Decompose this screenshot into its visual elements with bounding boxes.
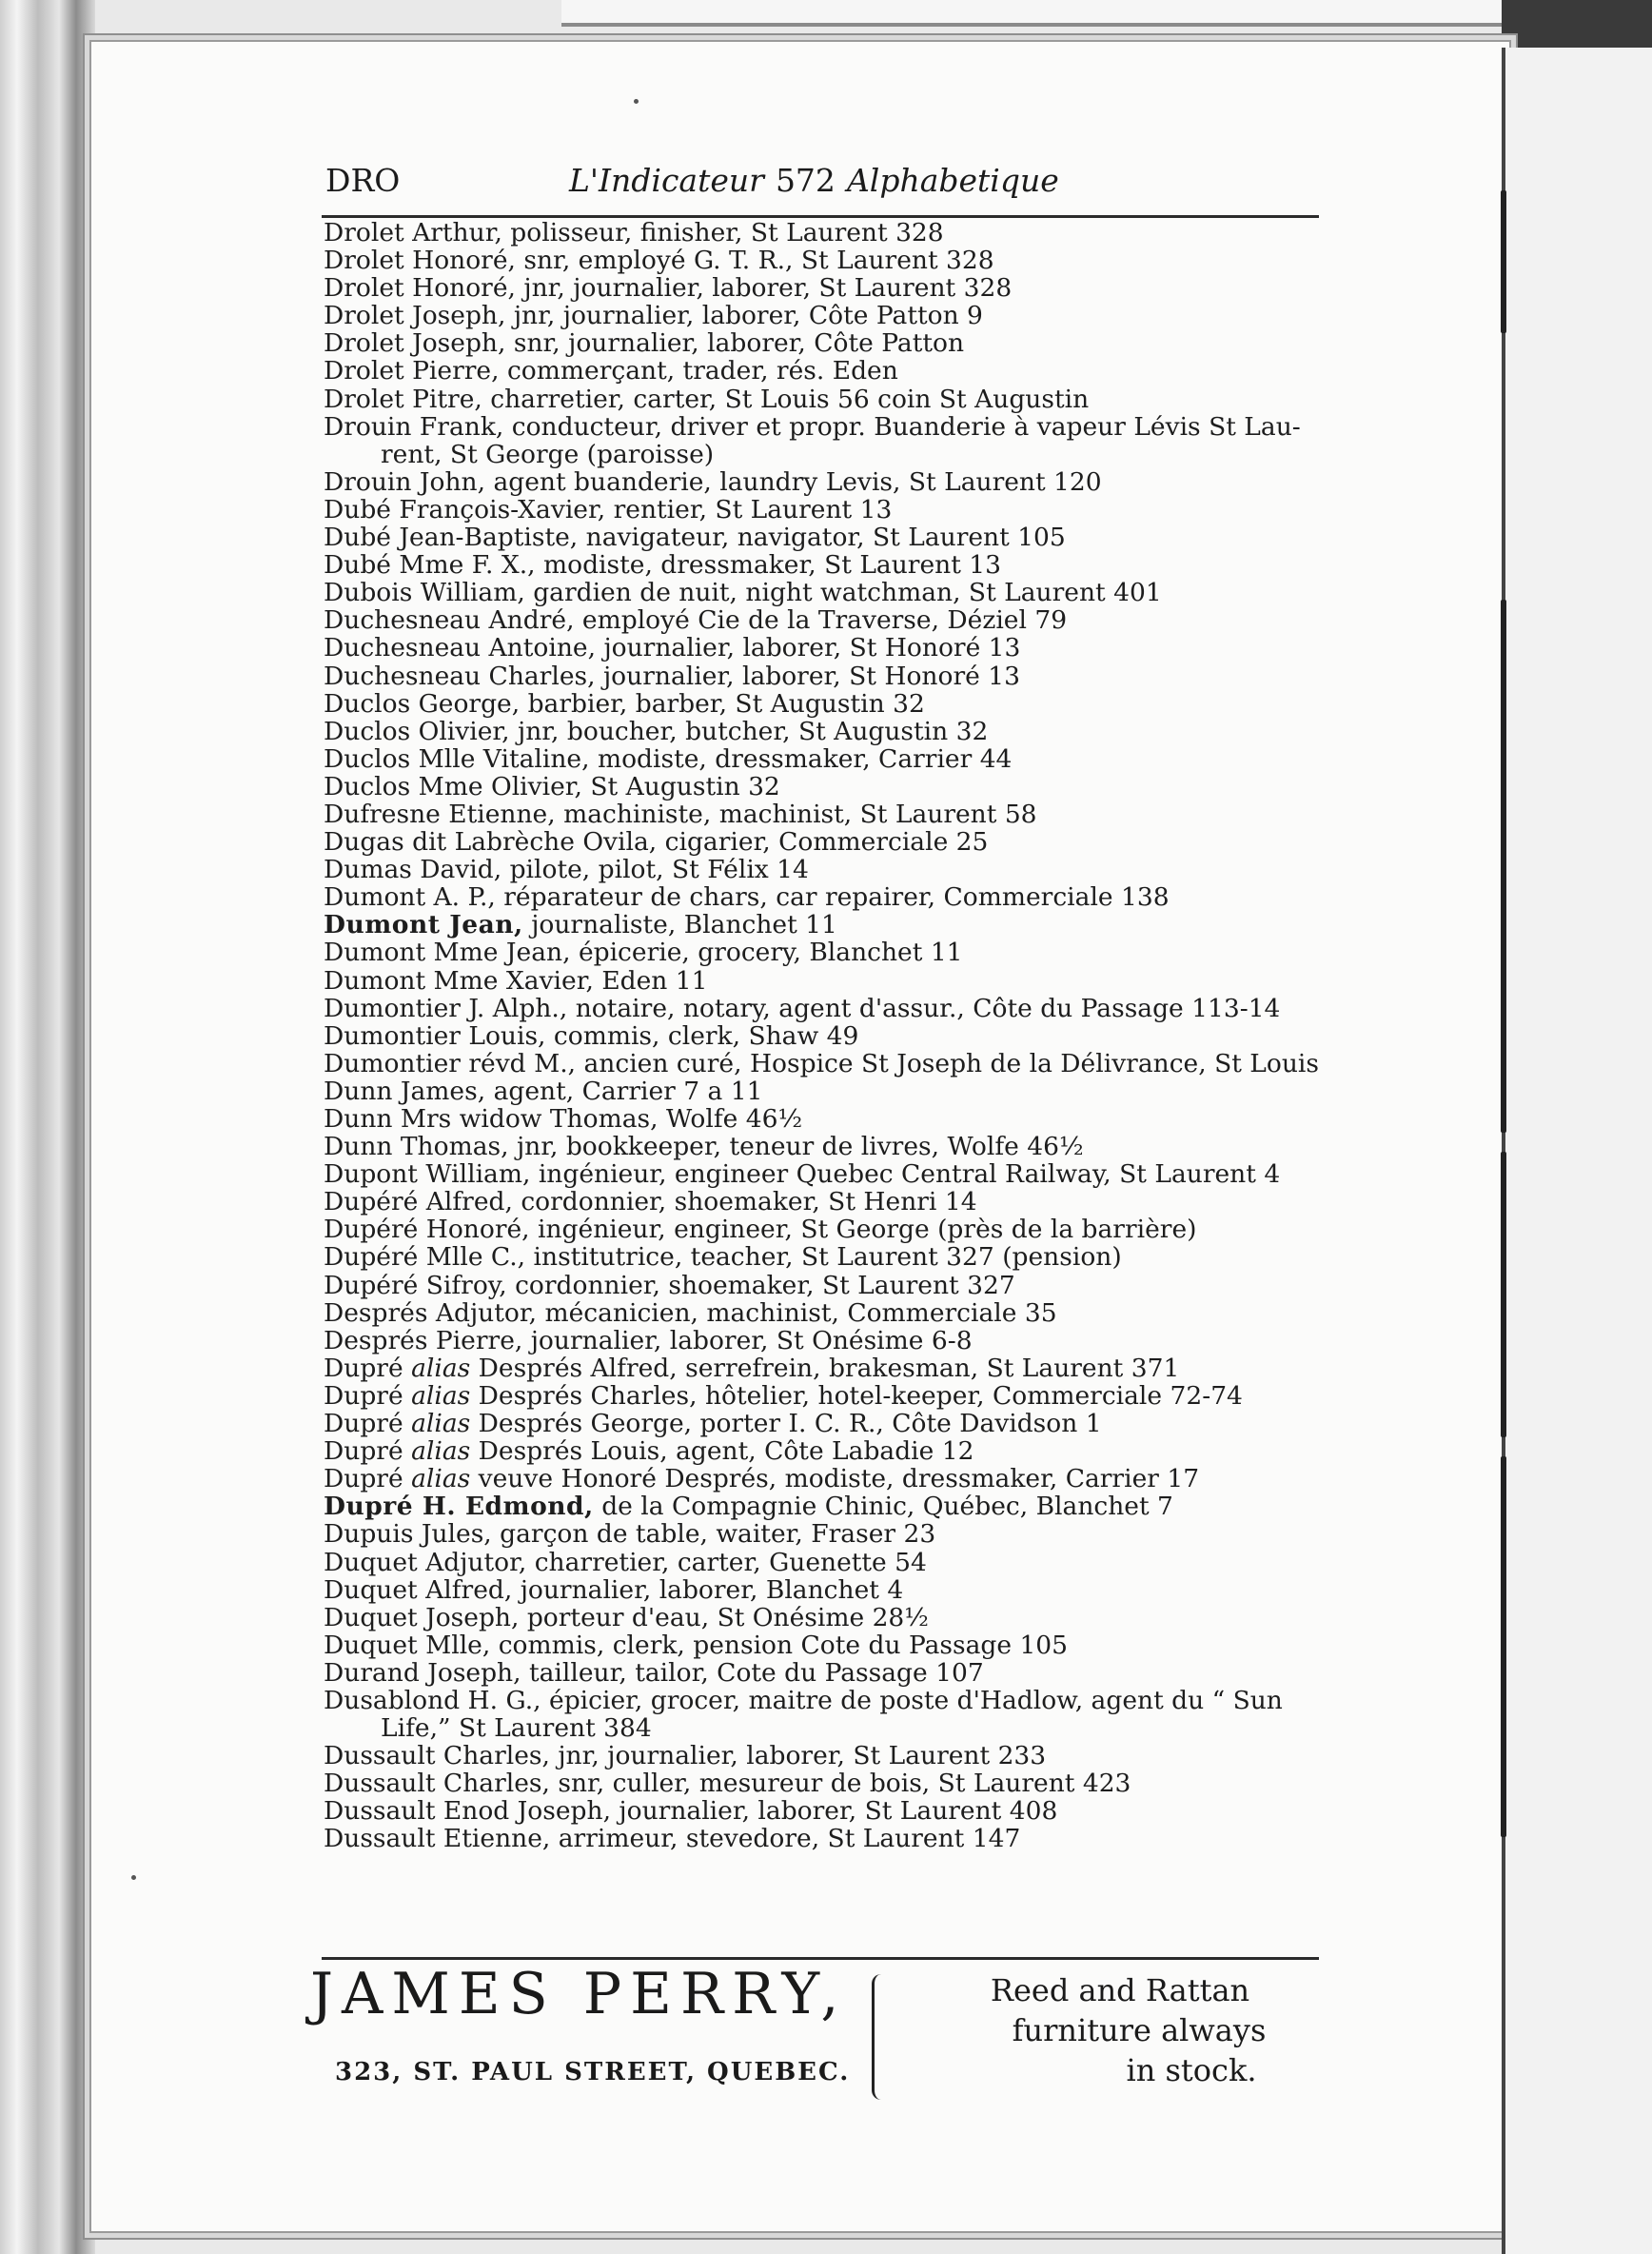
entry-name: Dussault Charles,	[324, 1741, 550, 1771]
entry-name: Dussault Etienne,	[324, 1824, 551, 1854]
directory-entry	[324, 911, 1332, 939]
entry-details: cigarier, Commerciale 25	[657, 827, 989, 858]
entry-details: journalier, laborer, St Honoré 13	[596, 633, 1021, 663]
entry-details: snr, journalier, laborer, Côte Patton	[505, 328, 965, 359]
directory-entry	[324, 856, 1332, 883]
entry-details: jnr, boucher, butcher, St Augustin 32	[509, 716, 989, 746]
entry-details: Després Alfred, serrefrein, brakesman, St Laurent 371	[470, 1353, 1180, 1383]
entry-details: agent buanderie, laundry Levis, St Laurent 120	[485, 466, 1102, 497]
entry-name: Dumas David,	[324, 855, 502, 885]
entry-details: cordonnier, shoemaker, St Laurent 327	[506, 1270, 1015, 1300]
directory-entry	[324, 302, 1332, 329]
entry-alias: alias	[411, 1353, 471, 1383]
entry-details: modiste, dressmaker, St Laurent 13	[535, 550, 1001, 581]
page-top-strip	[561, 0, 1504, 27]
directory-entry	[324, 1493, 1332, 1520]
entry-details: navigateur, navigator, St Laurent 105	[578, 523, 1066, 553]
entry-details: jnr, journalier, laborer, St Laurent 233	[549, 1741, 1047, 1771]
header-subtitle: Alphabetique	[846, 162, 1059, 199]
entry-name: Dupré	[324, 1353, 403, 1383]
adjacent-page-edge	[1502, 48, 1652, 2254]
page-number: 572	[775, 162, 836, 199]
entry-details: St Augustin 32	[581, 771, 780, 801]
entry-name: Duclos Mlle Vitaline,	[324, 743, 590, 774]
entry-name: Duclos George,	[324, 688, 521, 719]
entry-details: tailleur, tailor, Cote du Passage 107	[521, 1657, 984, 1688]
directory-entry	[324, 1520, 1332, 1548]
entry-details: épicerie, grocery, Blanchet 11	[570, 938, 963, 968]
entry-details: de la Compagnie Chinic, Québec, Blanchet 7	[593, 1492, 1173, 1522]
directory-entry	[324, 1659, 1332, 1687]
entry-details: snr, culler, mesureur de bois, St Laurent 423	[549, 1769, 1131, 1799]
entry-name: Drolet Honoré,	[324, 246, 516, 276]
entry-details: notaire, notary, agent d'assur., Côte du Passage 113-14	[567, 993, 1281, 1023]
directory-entry	[324, 773, 1332, 801]
entry-name: Duchesneau Antoine,	[324, 633, 597, 663]
directory-entry	[324, 1299, 1332, 1327]
entry-name: Drolet Pierre,	[324, 356, 500, 386]
directory-entry	[324, 496, 1332, 524]
entry-continuation: rent, St George (paroisse)	[381, 439, 715, 469]
entry-details: veuve Honoré Després, modiste, dressmaker, Carrier 17	[470, 1464, 1200, 1494]
directory-entry	[324, 1410, 1332, 1437]
directory-entry	[324, 1549, 1332, 1576]
directory-entry	[324, 1105, 1332, 1133]
entry-name: Duchesneau Charles,	[324, 661, 596, 691]
directory-entry	[324, 718, 1332, 745]
entry-details: jnr, journalier, laborer, St Laurent 328	[515, 273, 1013, 304]
entry-name: Drouin Frank,	[324, 411, 504, 442]
edge-mark	[1501, 1456, 1506, 1837]
entry-details: snr, employé G. T. R., St Laurent 328	[515, 246, 994, 276]
advertiser-name: JAMES PERRY,	[310, 1961, 848, 2027]
directory-entry	[324, 1631, 1332, 1659]
entry-details: porteur d'eau, St Onésime 28½	[519, 1602, 929, 1632]
ad-line-3: in stock.	[1126, 2052, 1257, 2088]
directory-entry	[324, 1687, 1332, 1742]
directory-entry	[324, 828, 1332, 856]
directory-entry	[324, 524, 1332, 551]
entry-name: Després Pierre,	[324, 1325, 523, 1355]
entry-details: Després George, porter I. C. R., Côte Davidson 1	[470, 1409, 1102, 1439]
entry-details: commis, clerk, Shaw 49	[545, 1020, 859, 1051]
entry-details: garçon de table, waiter, Fraser 23	[491, 1519, 936, 1550]
entry-name: Drolet Joseph,	[324, 328, 506, 359]
entry-name: Dufresne Etienne,	[324, 799, 556, 829]
entry-name: Dunn Mrs widow Thomas,	[324, 1104, 659, 1134]
entry-details: Eden 11	[593, 965, 708, 996]
entry-details: ingénieur, engineer, St George (près de la barrière)	[529, 1215, 1197, 1245]
ad-description	[896, 1970, 1344, 2090]
entry-name: Dupont William,	[324, 1159, 531, 1190]
directory-entry	[324, 1604, 1332, 1631]
entry-details: employé Cie de la Traverse, Déziel 79	[574, 605, 1068, 636]
entry-details: cordonnier, shoemaker, St Henri 14	[512, 1187, 977, 1217]
entry-alias: alias	[411, 1380, 471, 1411]
entry-details: commis, clerk, pension Cote du Passage 105	[490, 1630, 1069, 1660]
entry-details: réparateur de chars, car repairer, Commerciale 138	[495, 882, 1170, 913]
entry-details: journaliste, Blanchet 11	[522, 910, 837, 940]
entry-alias: alias	[411, 1436, 471, 1467]
entry-name: Dupré	[324, 1409, 403, 1439]
edge-mark	[1501, 1152, 1506, 1437]
directory-entry	[324, 995, 1332, 1022]
entry-name: Dumont A. P.,	[324, 882, 496, 913]
entry-details: barbier, barber, St Augustin 32	[520, 688, 925, 719]
directory-entry	[324, 468, 1332, 496]
directory-entry	[324, 1216, 1332, 1243]
directory-entry	[324, 1133, 1332, 1160]
directory-entry	[324, 1770, 1332, 1797]
directory-entry	[324, 606, 1332, 634]
entry-details: journalier, laborer, St Honoré 13	[595, 661, 1020, 691]
directory-entry	[324, 1022, 1332, 1050]
entry-details: agent, Carrier 7 a 11	[485, 1076, 763, 1106]
entry-details: modiste, dressmaker, Carrier 44	[589, 743, 1013, 774]
edge-mark	[1501, 600, 1506, 1133]
entry-details: machiniste, machinist, St Laurent 58	[555, 799, 1037, 829]
entry-name: Duclos Olivier,	[324, 716, 510, 746]
entry-name: Dupuis Jules,	[324, 1519, 492, 1550]
entry-name: Dunn James,	[324, 1076, 486, 1106]
entry-details: jnr, journalier, laborer, Côte Patton 9	[505, 301, 983, 331]
entry-alias: alias	[411, 1464, 471, 1494]
directory-entry	[324, 1797, 1332, 1825]
speck	[634, 99, 639, 104]
entry-name: Dumontier révd M.,	[324, 1048, 577, 1078]
header-title	[569, 162, 1059, 199]
entry-name: Duquet Mlle,	[324, 1630, 491, 1660]
directory-entry	[324, 883, 1332, 911]
directory-entry	[324, 1243, 1332, 1271]
directory-entry	[324, 634, 1332, 662]
entry-name: Dupré	[324, 1380, 403, 1411]
directory-entry	[324, 1327, 1332, 1354]
entry-name: Dumontier J. Alph.,	[324, 993, 568, 1023]
ad-line-1: Reed and Rattan	[990, 1972, 1250, 2008]
directory-entry	[324, 1354, 1332, 1382]
book-binding-edge	[0, 0, 95, 2254]
entry-name: Dubé Jean-Baptiste,	[324, 523, 579, 553]
entry-name: Drolet Honoré,	[324, 273, 516, 304]
entry-name: Duchesneau André,	[324, 605, 575, 636]
entry-name: Dupéré Mlle C.,	[324, 1242, 526, 1273]
ad-bracket	[872, 1974, 888, 2100]
entry-details: polisseur, finisher, St Laurent 328	[502, 218, 944, 247]
entry-details: épicier, grocer, maitre de poste d'Hadlow, agent du “ Sun	[541, 1685, 1283, 1715]
entry-name: Dumontier Louis,	[324, 1020, 546, 1051]
entry-details: institutrice, teacher, St Laurent 327 (pension)	[525, 1242, 1122, 1273]
edge-mark	[1501, 190, 1506, 333]
directory-entry	[324, 967, 1332, 995]
entry-name: Dupré	[324, 1464, 403, 1494]
header-title-text: L'Indicateur	[569, 162, 764, 199]
entry-name: Després Adjutor,	[324, 1297, 538, 1328]
entry-name: Drolet Joseph,	[324, 301, 506, 331]
entry-details: arrimeur, stevedore, St Laurent 147	[550, 1824, 1021, 1854]
entry-name: Drolet Pitre,	[324, 384, 482, 414]
directory-entry	[324, 274, 1332, 302]
directory-entry	[324, 939, 1332, 966]
entry-name: Dussault Charles,	[324, 1769, 550, 1799]
directory-entry	[324, 745, 1332, 773]
directory-entry	[324, 662, 1332, 690]
ad-line-2: furniture always	[1012, 2012, 1267, 2048]
directory-entry	[324, 219, 1332, 247]
entry-details: Després Louis, agent, Côte Labadie 12	[470, 1436, 974, 1467]
speck	[131, 1875, 136, 1880]
entry-details: Wolfe 46½	[658, 1104, 803, 1134]
directory-entry	[324, 1382, 1332, 1410]
entry-name: Duquet Joseph,	[324, 1602, 520, 1632]
entry-details: journalier, laborer, St Laurent 408	[611, 1796, 1058, 1827]
entry-name: Dubé François-Xavier,	[324, 494, 606, 524]
entry-details: ancien curé, Hospice St Joseph de la Délivrance, St Louis	[576, 1048, 1319, 1078]
directory-entry	[324, 1465, 1332, 1493]
entry-details: journalier, laborer, St Onésime 6-8	[522, 1325, 973, 1355]
directory-entry	[324, 1188, 1332, 1216]
directory-entries	[324, 219, 1332, 1853]
entry-details: rentier, St Laurent 13	[605, 494, 893, 524]
entry-name: Dumont Jean,	[324, 910, 523, 940]
directory-entry	[324, 1437, 1332, 1465]
entry-details: charretier, carter, Guenette 54	[526, 1547, 927, 1577]
running-head	[322, 162, 1321, 208]
directory-entry	[324, 1576, 1332, 1604]
entry-details: commerçant, trader, rés. Eden	[499, 356, 898, 386]
directory-entry	[324, 386, 1332, 413]
directory-entry	[324, 1272, 1332, 1299]
directory-entry	[324, 801, 1332, 828]
entry-name: Durand Joseph,	[324, 1657, 521, 1688]
directory-entry	[324, 357, 1332, 385]
entry-details: ingénieur, engineer Quebec Central Railway, St Laurent 4	[530, 1159, 1281, 1190]
entry-name: Dusablond H. G.,	[324, 1685, 541, 1715]
entry-name: Dunn Thomas,	[324, 1132, 509, 1162]
entry-details: mécanicien, machinist, Commerciale 35	[537, 1297, 1057, 1328]
entry-details: journalier, laborer, Blanchet 4	[512, 1574, 904, 1605]
entry-name: Dupré	[324, 1436, 403, 1467]
entry-name: Dupré H. Edmond,	[324, 1492, 594, 1522]
entry-name: Dupéré Honoré,	[324, 1215, 530, 1245]
entry-name: Dubois William,	[324, 578, 525, 608]
directory-entry	[324, 329, 1332, 357]
directory-entry	[324, 1078, 1332, 1105]
entry-alias: alias	[411, 1409, 471, 1439]
directory-entry	[324, 579, 1332, 606]
entry-name: Dumont Mme Jean,	[324, 938, 571, 968]
entry-name: Drouin John,	[324, 466, 486, 497]
entry-name: Dupéré Sifroy,	[324, 1270, 507, 1300]
directory-entry	[324, 1742, 1332, 1770]
entry-details: charretier, carter, St Louis 56 coin St Augustin	[482, 384, 1090, 414]
entry-name: Dussault Enod Joseph,	[324, 1796, 611, 1827]
directory-entry	[324, 690, 1332, 718]
entry-name: Dumont Mme Xavier,	[324, 965, 594, 996]
entry-name: Dupéré Alfred,	[324, 1187, 513, 1217]
entry-name: Dubé Mme F. X.,	[324, 550, 536, 581]
directory-entry	[324, 1050, 1332, 1078]
entry-name: Dugas dit Labrèche Ovila,	[324, 827, 658, 858]
directory-entry	[324, 413, 1332, 468]
entry-details: Després Charles, hôtelier, hotel-keeper, Commerciale 72-74	[470, 1380, 1243, 1411]
directory-entry	[324, 1160, 1332, 1188]
entry-details: gardien de nuit, night watchman, St Laurent 401	[524, 578, 1162, 608]
entry-details: pilote, pilot, St Félix 14	[502, 855, 809, 885]
entry-name: Duquet Alfred,	[324, 1574, 513, 1605]
entry-name: Duclos Mme Olivier,	[324, 771, 582, 801]
entry-name: Duquet Adjutor,	[324, 1547, 527, 1577]
entry-details: conducteur, driver et propr. Buanderie à vapeur Lévis St Lau-	[503, 411, 1301, 442]
advertisement	[310, 1957, 1328, 2100]
directory-entry	[324, 247, 1332, 274]
header-section-code: DRO	[325, 162, 401, 199]
entry-details: jnr, bookkeeper, teneur de livres, Wolfe 46½	[508, 1132, 1084, 1162]
directory-entry	[324, 1825, 1332, 1852]
entry-continuation: Life,” St Laurent 384	[381, 1713, 652, 1744]
advertiser-address: 323, ST. PAUL STREET, QUEBEC.	[335, 2058, 851, 2086]
entry-name: Drolet Arthur,	[324, 218, 502, 247]
directory-entry	[324, 551, 1332, 579]
